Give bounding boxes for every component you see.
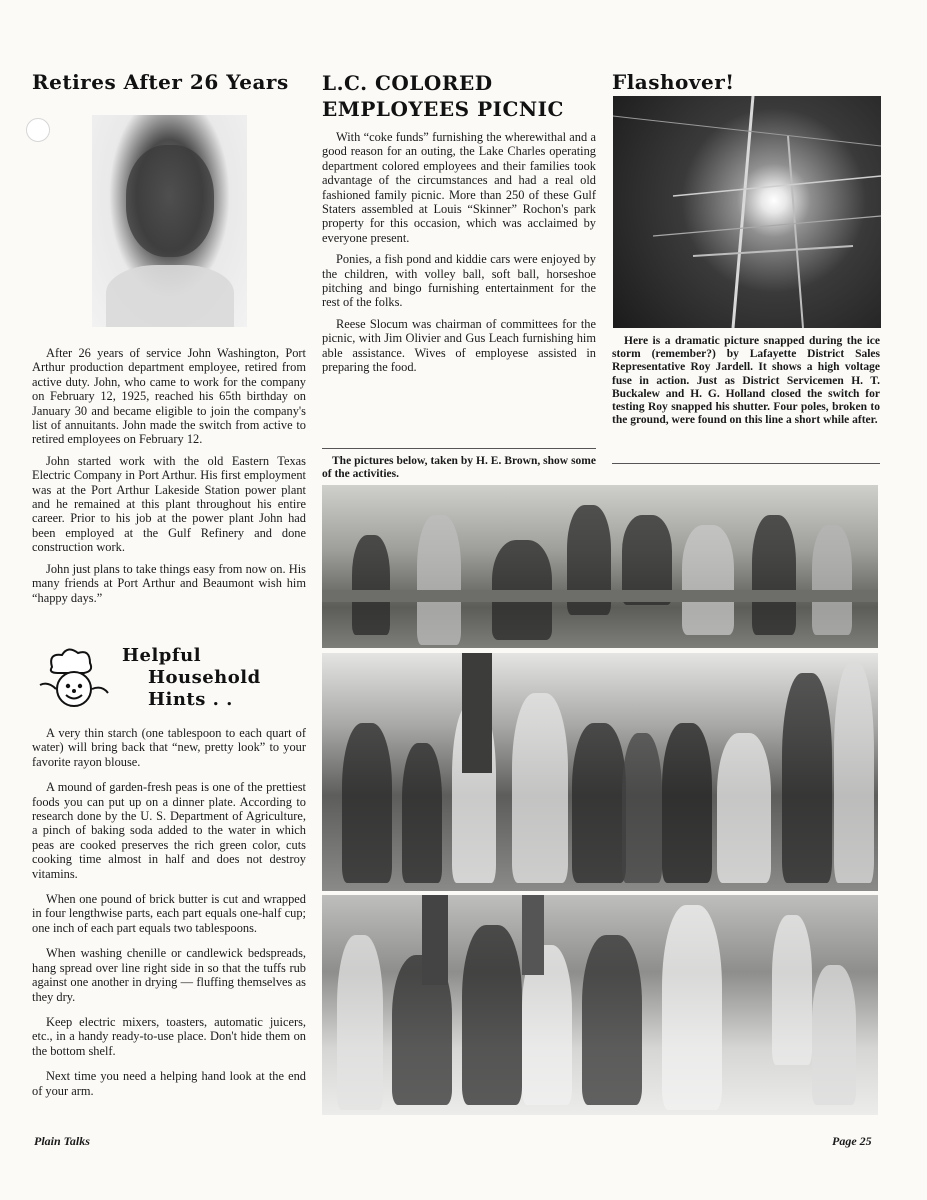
hints-headline-line: Household: [148, 667, 261, 688]
flashover-photo: [613, 96, 881, 328]
john-washington-portrait-photo: [92, 115, 247, 327]
retires-paragraph: After 26 years of service John Washington, Port Arthur production department employee, retired from active duty. John, who came to work for the company on February 12, 1925, reached his 65th birthday on January 30 and became eligible to join the company's list of annuitants. John made the switch from active to retired employees on February 12.: [32, 346, 306, 447]
flashover-caption-block: [612, 335, 880, 427]
hint-paragraph: A mound of garden-fresh peas is one of the prettiest foods you can put up on a dinner plate. According to research done by the U. S. Department of Agriculture, a pinch of baking soda added to the water in which peas are cooked preserves the rich green color, cuts cooking time almost in half and does not destroy vitamins.: [32, 780, 306, 881]
hint-paragraph: Keep electric mixers, toasters, automatic juicers, etc., in a handy ready-to-use place. Don't hide them on the bottom shelf.: [32, 1014, 306, 1058]
picnic-paragraph: Reese Slocum was chairman of committees for the picnic, with Jim Olivier and Gus Leach furnishing him able assistance. Wives of employese assisted in preparing the food.: [322, 316, 596, 375]
flashover-caption: Here is a dramatic picture snapped during the ice storm (remember?) by Lafayette District Sales Representative Roy Jardell. It shows a high voltage fuse in action. Just as District Servicemen H. T. Buckalew and H. G. Holland closed the switch for testing Roy snapped his shutter. Four poles, broken to the ground, were found on this line a short while after.: [612, 335, 880, 427]
hint-paragraph: When one pound of brick butter is cut and wrapped in four lengthwise parts, each part equals one-half cup; one inch of each part equals two tablespoons.: [32, 892, 306, 935]
retires-body: [32, 346, 306, 612]
picnic-photos-caption-block: [322, 455, 596, 481]
retires-headline: Retires After 26 Years: [32, 70, 289, 94]
picnic-article: [322, 70, 596, 122]
picnic-photo-crowd: [322, 653, 878, 891]
picnic-body: [322, 130, 596, 382]
publication-name: Plain Talks: [34, 1134, 90, 1148]
hint-paragraph: When washing chenille or candlewick bedspreads, hang spread over line right side in so that the tuffs rub against one another in drying — fluffing themselves as they dry.: [32, 946, 306, 1004]
divider: [322, 448, 596, 449]
picnic-photo-ponies: [322, 895, 878, 1115]
hints-headline-line: Helpful: [122, 645, 202, 666]
retires-paragraph: John just plans to take things easy from now on. His many friends at Port Arthur and Beaumont wish him “happy days.”: [32, 561, 306, 605]
divider: [612, 463, 880, 464]
retires-paragraph: John started work with the old Eastern Texas Electric Company in Port Arthur. His first employment was at the Port Arthur Lakeside Station power plant and he remained at this plant throughout his entire career. Prior to his job at the power plant John had been employed at the Gulf Refinery and done construction work.: [32, 453, 306, 555]
hints-body: [32, 726, 306, 1105]
picnic-paragraph: Ponies, a fish pond and kiddie cars were enjoyed by the children, with volley ball, soft ball, horseshoe pitching and bingo furnishing entertainment for the rest of the folks.: [322, 252, 596, 310]
picnic-headline-line: L.C. COLORED: [322, 71, 493, 95]
flashover-headline: Flashover!: [612, 70, 735, 94]
flashover-article: [612, 70, 880, 94]
hints-headline: [122, 645, 302, 711]
hints-headline-line: Hints . .: [148, 689, 233, 710]
retires-article: [32, 70, 306, 94]
binder-hole: [26, 118, 50, 142]
hint-paragraph: Next time you need a helping hand look at the end of your arm.: [32, 1069, 306, 1098]
picnic-headline-line: EMPLOYEES PICNIC: [322, 97, 564, 121]
picnic-photo-table: [322, 485, 878, 648]
chef-icon: [34, 645, 114, 715]
page-number: Page 25: [832, 1134, 872, 1148]
picnic-paragraph: With “coke funds” furnishing the wherewithal and a good reason for an outing, the Lake Charles operating department colored employees and their families took advantage of the circumstances and had a real old fashioned family picnic. More than 250 of these Gulf Staters assembled at Louis “Skinner” Rochon's park property for this occasion, which was acclaimed by everyone present.: [322, 130, 596, 245]
picnic-photos-caption: The pictures below, taken by H. E. Brown, show some of the activities.: [322, 455, 596, 481]
hint-paragraph: A very thin starch (one tablespoon to each quart of water) will bring back that “new, pretty look” to your favorite rayon blouse.: [32, 726, 306, 769]
